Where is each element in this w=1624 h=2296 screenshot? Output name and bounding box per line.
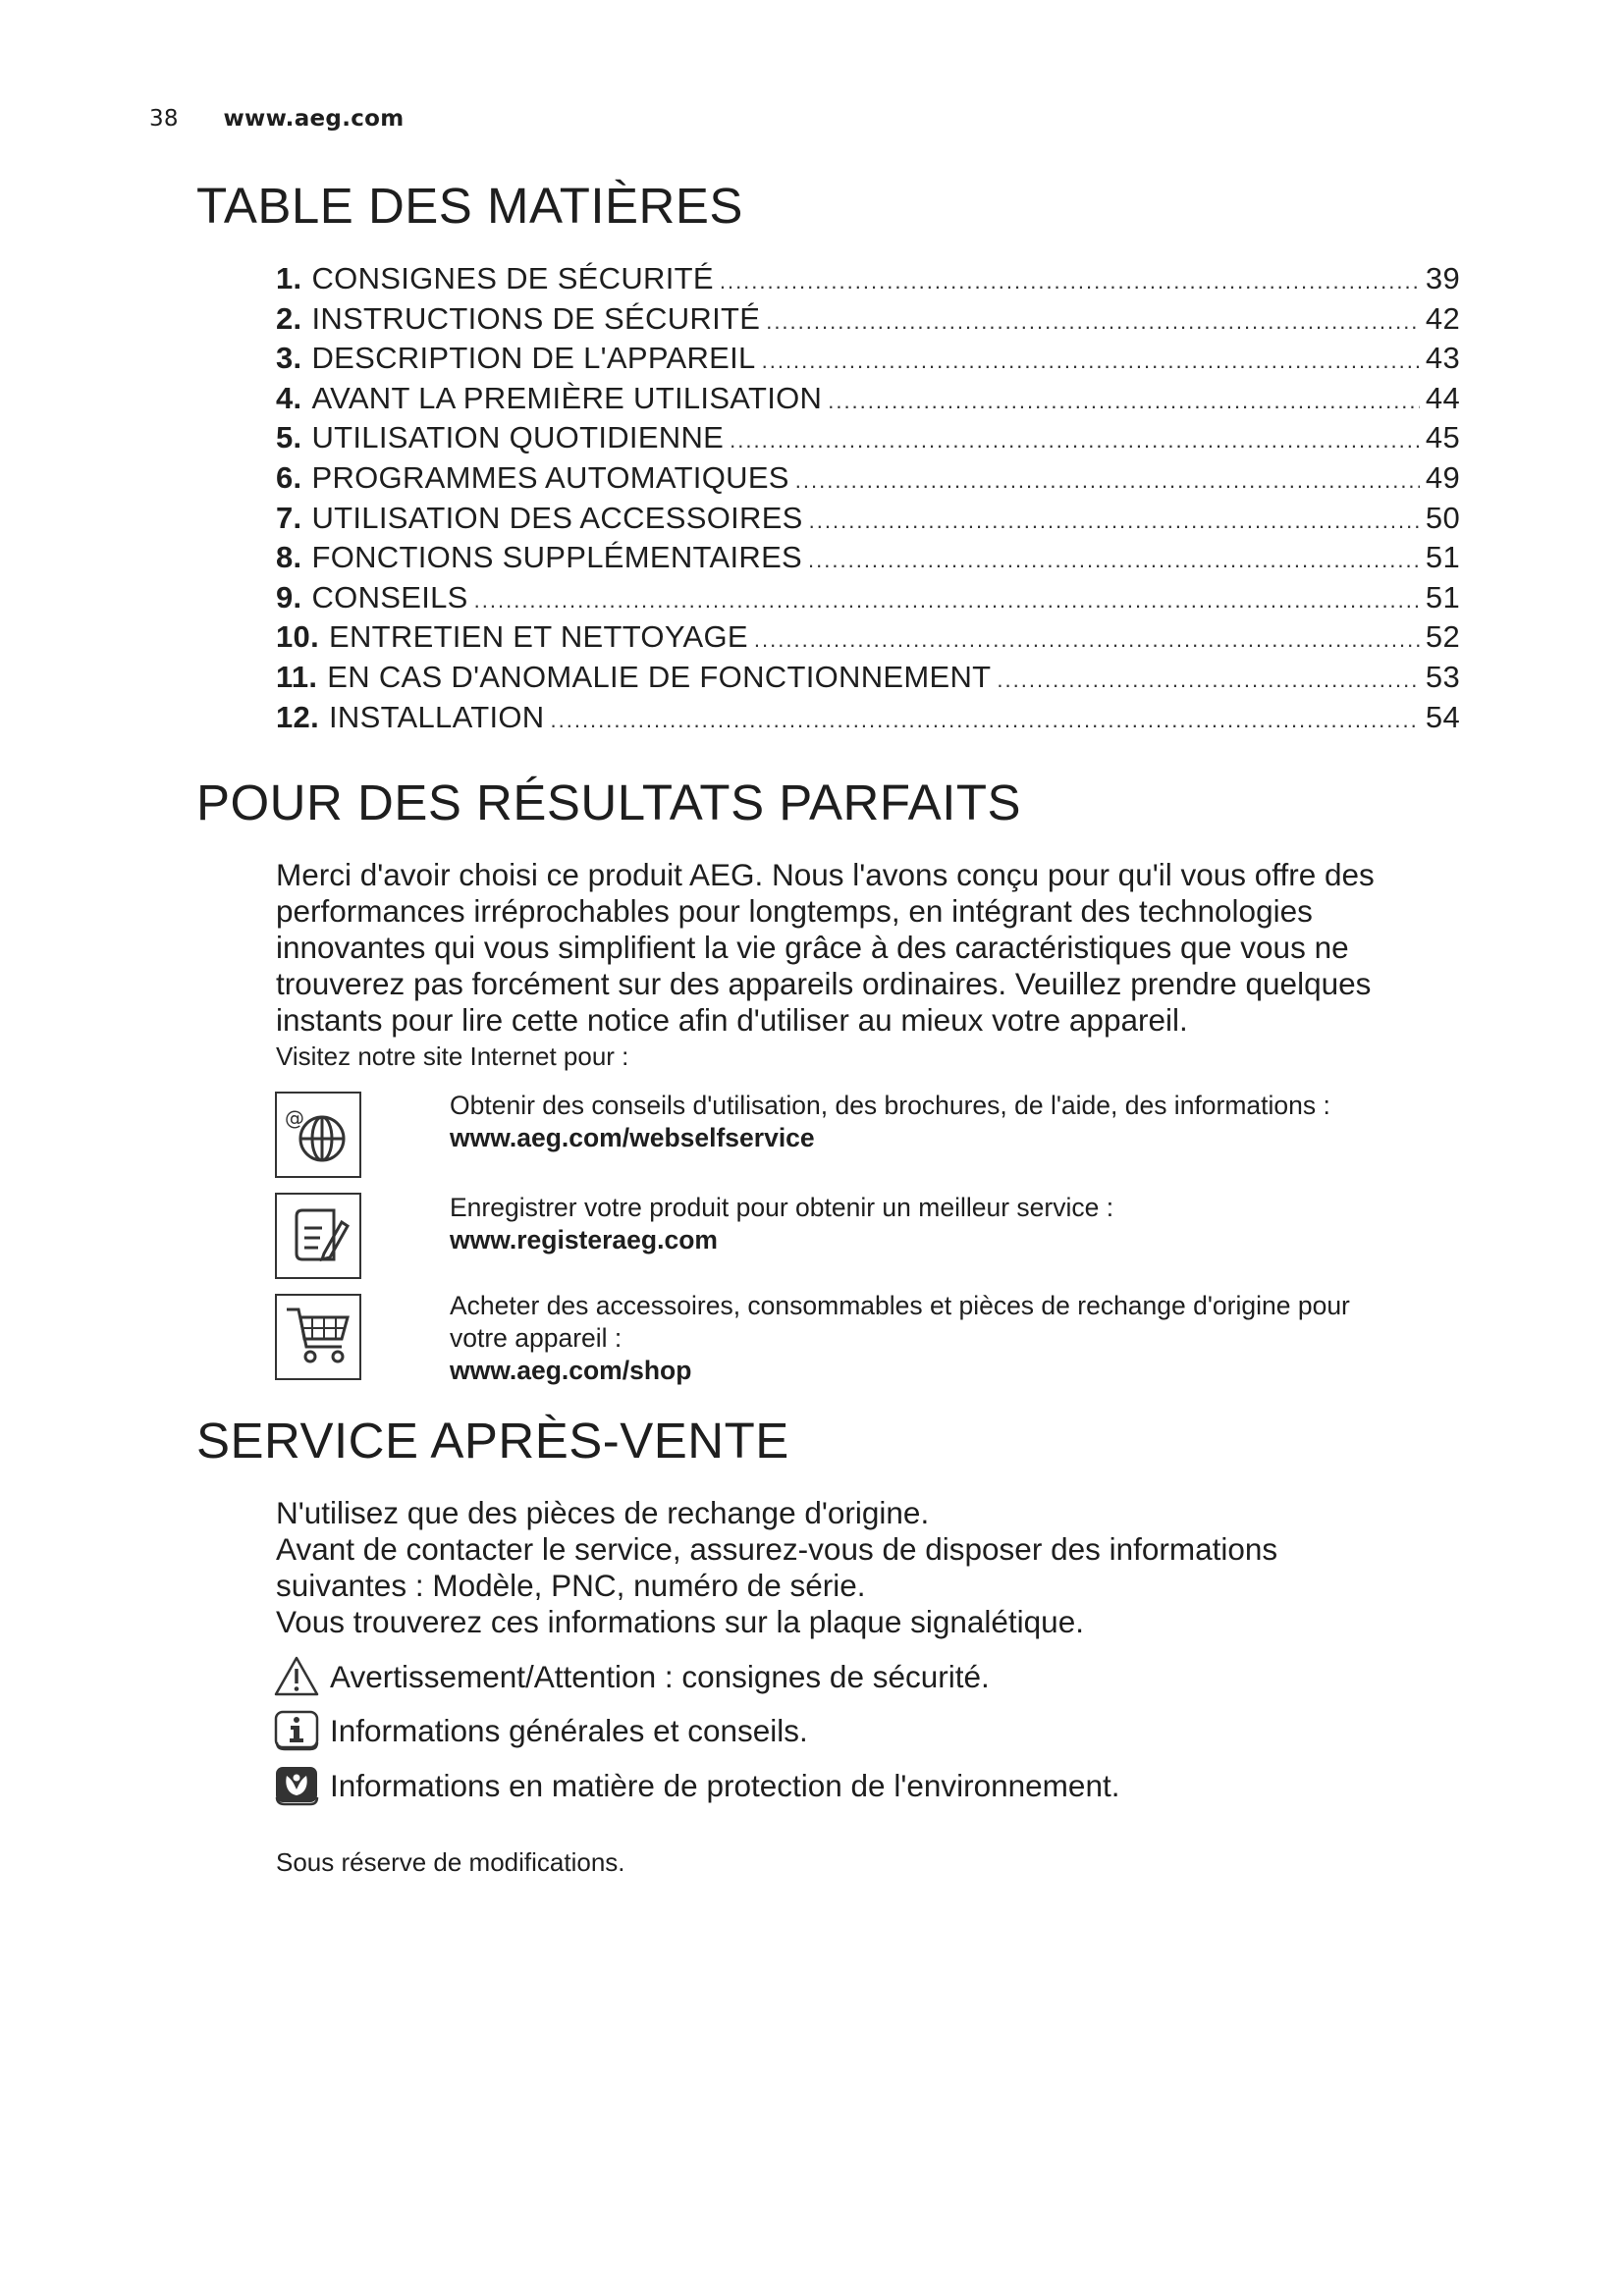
toc-item[interactable]: [276, 660, 1460, 700]
service-text: [276, 1495, 1493, 1640]
service-line: suivantes : Modèle, PNC, numéro de série.: [276, 1568, 866, 1603]
toc-item[interactable]: [276, 381, 1460, 421]
link-description: Enregistrer votre produit pour obtenir un meilleur service :: [450, 1193, 1114, 1222]
toc-leader: [474, 588, 1420, 614]
toc-item-label: ENTRETIEN ET NETTOYAGE: [329, 619, 748, 655]
page-header: [149, 106, 405, 132]
service-line: Vous trouverez ces informations sur la plaque signalétique.: [276, 1604, 1084, 1639]
toc-leader: [808, 548, 1420, 573]
toc-item-label: UTILISATION QUOTIDIENNE: [311, 420, 725, 455]
toc-leader: [730, 428, 1420, 454]
toc-item-label: PROGRAMMES AUTOMATIQUES: [311, 459, 789, 495]
toc-item-label: FONCTIONS SUPPLÉMENTAIRES: [311, 540, 803, 575]
link-shop: [450, 1290, 1490, 1387]
toc-item-page: 51: [1425, 540, 1460, 575]
toc-item-page: 43: [1425, 341, 1460, 376]
toc-leader: [997, 667, 1420, 693]
shopping-cart-icon: [275, 1294, 361, 1380]
toc-item-page: 53: [1425, 659, 1460, 694]
results-intro: [276, 857, 1493, 1075]
toc-item-number: 9.: [276, 579, 302, 614]
service-line: N'utilisez que des pièces de rechange d'origine.: [276, 1495, 930, 1530]
toc-item-page: 49: [1425, 459, 1460, 495]
toc-item[interactable]: [276, 580, 1460, 620]
toc-leader: [551, 708, 1420, 733]
visit-text: Visitez notre site Internet pour :: [276, 1041, 629, 1071]
link-webselfservice: [450, 1090, 1490, 1154]
toc-title: TABLE DES MATIÈRES: [196, 178, 743, 234]
toc-leader: [809, 508, 1420, 534]
intro-line: Merci d'avoir choisi ce produit AEG. Nous l'avons conçu pour qu'il vous offre des: [276, 857, 1375, 892]
intro-line: innovantes qui vous simplifient la vie grâce à des caractéristiques que vous ne: [276, 930, 1349, 965]
link-description-cont: votre appareil :: [450, 1323, 623, 1353]
legend-text: Informations générales et conseils.: [330, 1712, 808, 1748]
toc-leader: [795, 468, 1420, 494]
toc-item-number: 2.: [276, 300, 302, 336]
link-description: Obtenir des conseils d'utilisation, des brochures, de l'aide, des informations :: [450, 1091, 1330, 1120]
toc-leader: [828, 389, 1420, 414]
toc-item-page: 45: [1425, 420, 1460, 455]
toc-item-number: 3.: [276, 341, 302, 376]
toc-item-number: 5.: [276, 420, 302, 455]
legend-text: Avertissement/Attention : consignes de sécurité.: [330, 1658, 990, 1694]
toc-item-page: 50: [1425, 500, 1460, 535]
toc-item-number: 1.: [276, 261, 302, 295]
page-number: 38: [149, 106, 179, 132]
toc-item[interactable]: [276, 261, 1460, 301]
toc-item-number: 4.: [276, 380, 302, 415]
toc-item-page: 42: [1425, 300, 1460, 336]
globe-at-icon: [275, 1092, 361, 1178]
register-link[interactable]: www.registeraeg.com: [450, 1225, 718, 1255]
toc-item[interactable]: [276, 540, 1460, 580]
modification-note: Sous réserve de modifications.: [276, 1847, 625, 1877]
toc-leader: [766, 309, 1420, 335]
toc-item[interactable]: [276, 619, 1460, 660]
shop-link[interactable]: www.aeg.com/shop: [450, 1356, 692, 1385]
toc-item[interactable]: [276, 420, 1460, 460]
legend-info: [273, 1709, 808, 1752]
link-description: Acheter des accessoires, consommables et pièces de rechange d'origine pour: [450, 1291, 1350, 1320]
toc-item-label: EN CAS D'ANOMALIE DE FONCTIONNEMENT: [327, 659, 992, 694]
toc-item-label: DESCRIPTION DE L'APPAREIL: [311, 341, 756, 376]
toc-item-label: INSTRUCTIONS DE SÉCURITÉ: [311, 300, 761, 336]
toc-item-number: 10.: [276, 619, 319, 655]
toc-leader: [754, 627, 1420, 653]
webselfservice-link[interactable]: www.aeg.com/webselfservice: [450, 1123, 815, 1152]
toc-item-label: UTILISATION DES ACCESSOIRES: [311, 500, 803, 535]
toc-item[interactable]: [276, 301, 1460, 342]
warning-icon: [273, 1655, 320, 1698]
toc-item-number: 7.: [276, 500, 302, 535]
toc-item-label: INSTALLATION: [329, 699, 545, 734]
environment-icon: [273, 1764, 320, 1807]
toc-item[interactable]: [276, 460, 1460, 501]
legend-environment: [273, 1764, 1119, 1807]
toc-item[interactable]: [276, 501, 1460, 541]
toc-item-label: AVANT LA PREMIÈRE UTILISATION: [311, 380, 823, 415]
svg-text:@: @: [285, 1106, 304, 1130]
intro-line: instants pour lire cette notice afin d'utiliser au mieux votre appareil.: [276, 1002, 1188, 1038]
toc-item-number: 11.: [276, 659, 318, 694]
intro-line: performances irréprochables pour longtemps, en intégrant des technologies: [276, 893, 1313, 929]
toc-item-label: CONSIGNES DE SÉCURITÉ: [311, 261, 714, 295]
toc-item-number: 8.: [276, 540, 302, 575]
service-line: Avant de contacter le service, assurez-vous de disposer des informations: [276, 1531, 1278, 1567]
info-icon: [273, 1709, 320, 1752]
toc-item-page: 44: [1425, 380, 1460, 415]
toc-item-label: CONSEILS: [311, 579, 468, 614]
toc-item-number: 6.: [276, 459, 302, 495]
link-register: [450, 1192, 1490, 1256]
table-of-contents: [276, 261, 1460, 739]
toc-leader: [762, 348, 1420, 374]
header-site-link[interactable]: www.aeg.com: [223, 106, 405, 132]
service-title: SERVICE APRÈS-VENTE: [196, 1413, 789, 1468]
toc-item-number: 12.: [276, 699, 319, 734]
toc-item-page: 51: [1425, 579, 1460, 614]
results-title: POUR DES RÉSULTATS PARFAITS: [196, 774, 1022, 830]
toc-item[interactable]: [276, 700, 1460, 740]
toc-item[interactable]: [276, 341, 1460, 381]
toc-item-page: 39: [1425, 261, 1460, 295]
register-document-icon: [275, 1193, 361, 1279]
toc-item-page: 54: [1425, 699, 1460, 734]
legend-text: Informations en matière de protection de l'environnement.: [330, 1767, 1120, 1803]
toc-item-page: 52: [1425, 619, 1460, 655]
intro-line: trouverez pas forcément sur des appareils ordinaires. Veuillez prendre quelques: [276, 966, 1372, 1001]
toc-leader: [720, 269, 1420, 294]
legend-warning: [273, 1655, 990, 1698]
